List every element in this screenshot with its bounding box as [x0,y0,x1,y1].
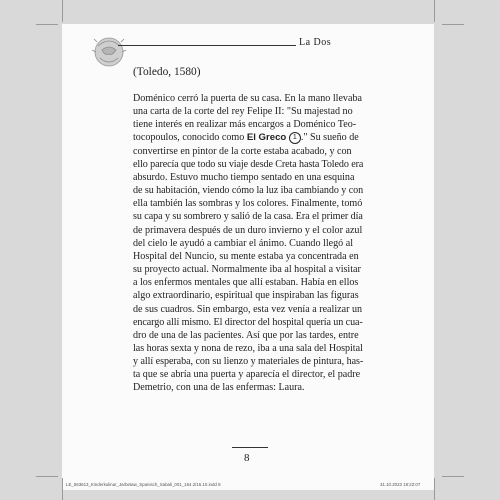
crop-mark [442,476,464,477]
crop-mark [434,0,435,22]
text-line: absurdo. Estuvo mucho tiempo sentado en una esquina [133,171,355,183]
text-line: algo extraordinario, espiritual que inspiraban las figuras [133,290,359,302]
crop-mark [442,24,464,25]
header-rule [118,45,296,46]
text-line: dro de una de las pacientes. Así que por las tardes, entre [133,329,359,341]
footer-rule [232,447,268,448]
seal-emblem-icon [88,32,130,72]
text-line: de su habitación, viendo cómo la luz iba cambiando y con [133,185,364,197]
print-slug-date: 31.10.2023 18:22:07 [380,482,421,487]
text-line: ta que se abría una puerta y aparecía el director, el padre [133,369,361,381]
text-line: tiene interés en realizar más encargos a Doménico Teo- [133,119,357,131]
text-line: Hospital del Nuncio, su mente estaba ya concentrada en [133,250,359,262]
glossary-term: El Greco [246,132,287,144]
text-line [133,131,363,144]
running-head: La Dos [299,37,332,48]
text-fragment: ." Su sueño de [300,132,359,144]
text-line: una carta de la corte del rey Felipe II: "Su majestad no [133,106,353,118]
text-line: del cielo le ayudó a cambiar el ánimo. Cuando llegó al [133,237,354,249]
text-line: su proyecto actual. Normalmente iba al hospital a visitar [133,264,361,276]
text-line: Doménico cerró la puerta de su casa. En la mano llevaba [133,93,362,104]
footnote-marker: 1 [289,132,301,144]
text-line: ella también las sombras y los colores. Finalmente, tomó [133,198,363,210]
crop-mark [434,478,435,500]
text-line: de sus cuadros. Sin embargo, esta vez venía a realizar un [133,303,363,315]
print-slug: LE_563613_Kinderkulinar_Jarbetaw_Spanisch_Sabali_001_164.2/16.10.indd 8 [66,482,221,487]
crop-mark [36,24,58,25]
text-line: ello parecía que todo su viaje desde Creta hasta Toledo era [133,158,364,170]
text-line: las horas sexta y nona de rezo, iba a una sala del Hospital [133,342,363,354]
text-line: encargo allí mismo. El director del hospital quería un cua- [133,316,363,328]
text-line: a los enfermos mentales que allí estaban. Había en ellos [133,277,359,289]
text-fragment: tocopoulos, conocido como [133,132,247,144]
text-line: Demetrio, con una de las enfermas: Laura. [133,382,305,394]
text-line: de primavera después de un duro invierno y el color azul [133,224,363,236]
page-number: 8 [244,452,250,464]
chapter-dateline: (Toledo, 1580) [133,66,201,78]
body-text [133,92,363,395]
crop-mark [36,476,58,477]
text-line: convertirse en pintor de la corte estaba acabado, y con [133,145,352,157]
crop-mark [62,0,63,22]
text-line: su capa y su sombrero y salió de la casa. Era el primer día [133,211,363,223]
text-line: y allí esperaba, con su lienzo y materiales de pintura, has- [133,356,364,368]
crop-mark [62,478,63,500]
